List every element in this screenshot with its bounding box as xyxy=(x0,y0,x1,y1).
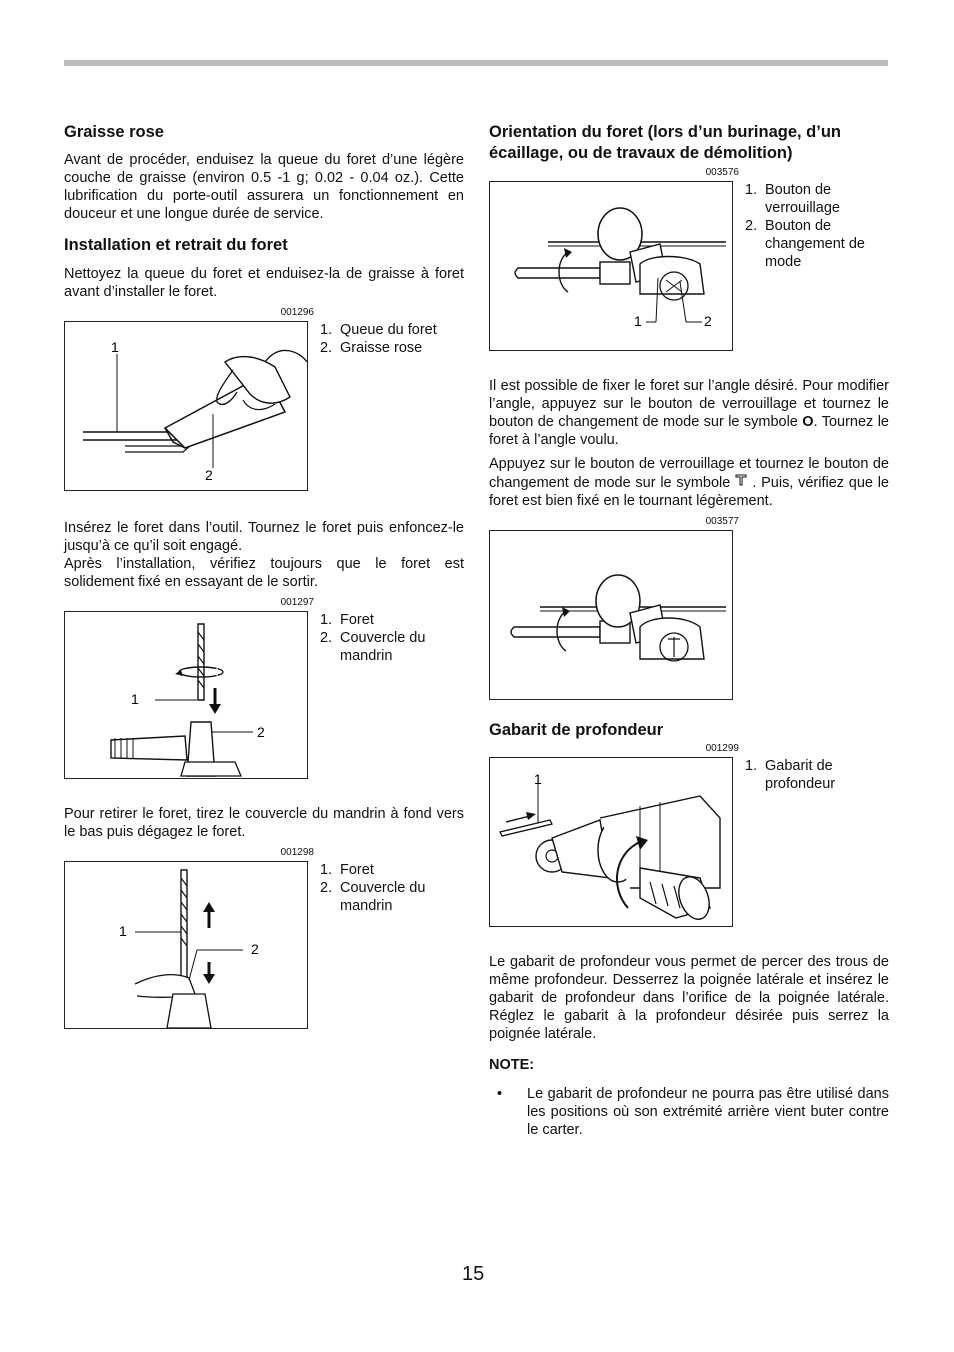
figure-code: 003577 xyxy=(705,515,739,527)
legend-item: 2. Couvercle du mandrin xyxy=(320,629,426,664)
page-number: 15 xyxy=(462,1263,485,1285)
hammer-symbol-icon xyxy=(730,473,752,492)
figure-row-depth-gauge xyxy=(489,757,889,927)
section-title-gabarit: Gabarit de profondeur xyxy=(489,720,664,739)
figure-orientation-lock xyxy=(489,181,733,351)
grease-illustration xyxy=(65,322,307,490)
paragraph-hammer-mode: Appuyez sur le bouton de verrouillage et tournez le bouton de changement de mode sur le symbole . Puis, vérifiez que le foret est bien fixé en le tournant légèrement. xyxy=(489,455,889,509)
legend-item: 2. Bouton de changement de mode xyxy=(745,217,865,270)
callout-2: 2 xyxy=(704,312,712,329)
note-text: Le gabarit de profondeur ne pourra pas être utilisé dans les positions où son extrémité arrière vient buter contre le carter. xyxy=(527,1086,889,1139)
legend-list xyxy=(320,611,464,665)
section-title-graisse-rose: Graisse rose xyxy=(64,123,164,141)
paragraph-apres: Après l’installation, vérifiez toujours que le foret est solidement fixé en essayant de le sortir. xyxy=(64,555,464,590)
callout-1: 1 xyxy=(111,338,119,355)
figure-hammer-mode xyxy=(489,530,733,700)
legend-list xyxy=(320,861,464,915)
callout-1: 1 xyxy=(131,690,139,707)
remove-illustration xyxy=(65,862,307,1028)
figure-row-remove xyxy=(64,861,464,1029)
figure-code: 001299 xyxy=(705,743,739,755)
paragraph-gabarit: Le gabarit de profondeur vous permet de percer des trous de même profondeur. Desserrez la poignée latérale et insérez le gabarit de profondeur dans l’orifice de la poignée latérale. Réglez le gabarit à la profondeur désirée puis serrez la poignée latérale. xyxy=(489,954,889,1043)
legend-item: 1. Foret xyxy=(320,611,374,628)
figure-code: 003576 xyxy=(705,166,739,178)
legend-item: 2. Graisse rose xyxy=(320,339,423,356)
figure-row-orientation xyxy=(489,181,889,351)
insert-illustration xyxy=(65,612,307,778)
legend-item: 2. Couvercle du mandrin xyxy=(320,879,426,914)
figure-code: 001297 xyxy=(280,596,314,608)
legend-item: 1. Gabarit de profondeur xyxy=(745,758,836,793)
legend-list xyxy=(320,321,464,357)
callout-2: 2 xyxy=(251,940,259,957)
bullet-marker: • xyxy=(497,1086,503,1103)
figure-remove-bit xyxy=(64,861,308,1029)
figure-depth-gauge xyxy=(489,757,733,927)
paragraph-graisse: Avant de procéder, enduisez la queue du foret d’une légère couche de graisse (environ 0.5 -1 g; 0.02 - 0.04 oz.). Cette lubrification du porte-outil assurera un fonctionnement en douceur et une longue durée de service. xyxy=(64,152,464,223)
legend-item: 1. Foret xyxy=(320,861,374,878)
section-title-orientation: Orientation du foret (lors d’un burinage, d’un écaillage, ou de travaux de démolition) xyxy=(489,123,841,163)
left-column xyxy=(64,122,464,1035)
section-title-installation: Installation et retrait du foret xyxy=(64,236,288,255)
paragraph-angle: Il est possible de fixer le foret sur l’angle désiré. Pour modifier l’angle, appuyez sur le bouton de verrouillage et tournez le bouton de changement de mode sur le symbole O. Tournez le foret à l’angle voulu. xyxy=(489,377,889,448)
legend-item: 1. Bouton de verrouillage xyxy=(745,181,840,216)
paragraph-nettoyez: Nettoyez la queue du foret et enduisez-la de graisse à foret avant d’installer le foret. xyxy=(64,265,464,300)
callout-1: 1 xyxy=(534,771,542,788)
figure-row-hammer xyxy=(489,530,889,700)
legend-item: 1. Queue du foret xyxy=(320,321,437,338)
right-column xyxy=(489,122,889,1139)
depth-gauge-illustration xyxy=(490,758,732,926)
callout-1: 1 xyxy=(634,312,642,329)
legend-list xyxy=(745,757,889,793)
orientation-illustration xyxy=(490,182,732,350)
figure-row-insert xyxy=(64,611,464,779)
figure-row-grease xyxy=(64,321,464,491)
figure-insert-bit xyxy=(64,611,308,779)
paragraph-inserez: Insérez le foret dans l’outil. Tournez le foret puis enfoncez-le jusqu’à ce qu’il soit engagé. xyxy=(64,519,464,554)
callout-1: 1 xyxy=(119,922,127,939)
callout-2: 2 xyxy=(205,466,213,483)
figure-code: 001298 xyxy=(280,846,314,858)
note-bullet-item xyxy=(497,1085,889,1139)
figure-grease-bit xyxy=(64,321,308,491)
paragraph-retirer: Pour retirer le foret, tirez le couvercle du mandrin à fond vers le bas puis dégagez le foret. xyxy=(64,805,464,840)
hammer-mode-illustration xyxy=(490,531,732,699)
figure-code: 001296 xyxy=(280,306,314,318)
callout-2: 2 xyxy=(257,723,265,740)
legend-list xyxy=(745,181,889,271)
note-title: NOTE: xyxy=(489,1057,535,1074)
header-rule xyxy=(64,60,888,66)
